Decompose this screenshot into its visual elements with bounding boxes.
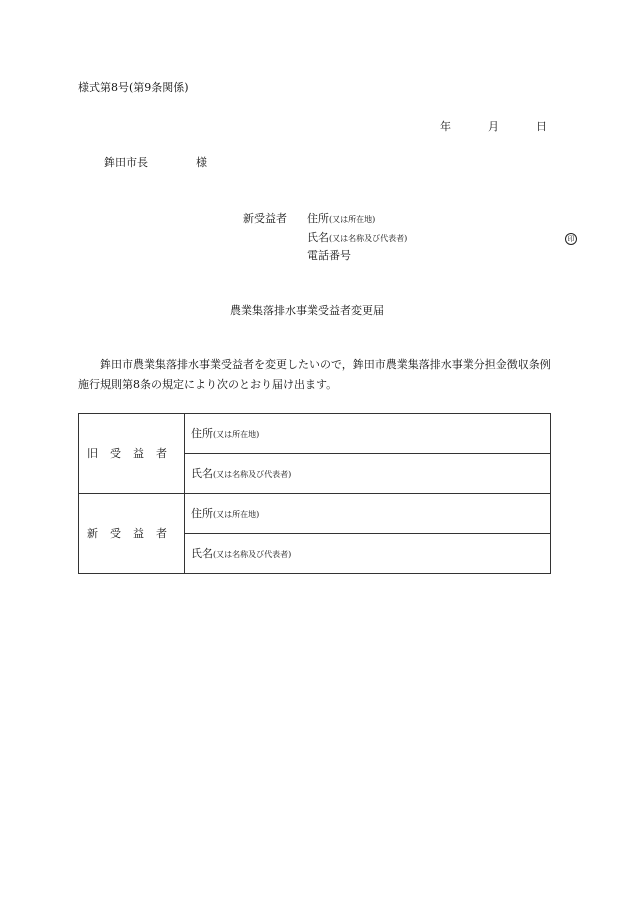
new-beneficiary-heading: 新 受 益 者 (79, 494, 185, 574)
applicant-name-label: 氏名 (307, 231, 329, 244)
applicant-address-label: 住所 (307, 212, 329, 225)
body-paragraph: 鉾田市農業集落排水事業受益者を変更したいので，鉾田市農業集落排水事業分担金徴収条例施行規則第8条の規定により次のとおり届け出ます。 (78, 358, 551, 391)
new-beneficiary-address-cell[interactable]: 住所(又は所在地) (185, 494, 551, 534)
new-beneficiary-name-cell[interactable]: 氏名(又は名称及び代表者) (185, 534, 551, 574)
document-title: 農業集落排水事業受益者変更届 (230, 304, 384, 317)
date-month-label: 月 (488, 120, 499, 133)
table-row (79, 414, 551, 454)
old-beneficiary-address-cell[interactable]: 住所(又は所在地) (185, 414, 551, 454)
table-row (79, 494, 551, 534)
date-day-label: 日 (536, 120, 547, 133)
applicant-name-note: (又は名称及び代表者) (329, 234, 408, 243)
applicant-name-line (307, 232, 407, 243)
addressee-honorific: 様 (196, 156, 207, 169)
old-beneficiary-name-cell[interactable]: 氏名(又は名称及び代表者) (185, 454, 551, 494)
date-year-label: 年 (440, 120, 451, 133)
addressee-name: 鉾田市長 (104, 156, 148, 169)
seal-mark (565, 232, 577, 245)
form-number: 様式第8号(第9条関係) (78, 81, 189, 94)
applicant-address-line (307, 213, 375, 224)
applicant-role: 新受益者 (243, 212, 287, 225)
applicant-phone-label: 電話番号 (307, 249, 351, 262)
old-beneficiary-heading: 旧 受 益 者 (79, 414, 185, 494)
applicant-address-note: (又は所在地) (329, 215, 376, 224)
seal-icon: 印 (565, 233, 577, 245)
beneficiary-table (78, 413, 551, 574)
